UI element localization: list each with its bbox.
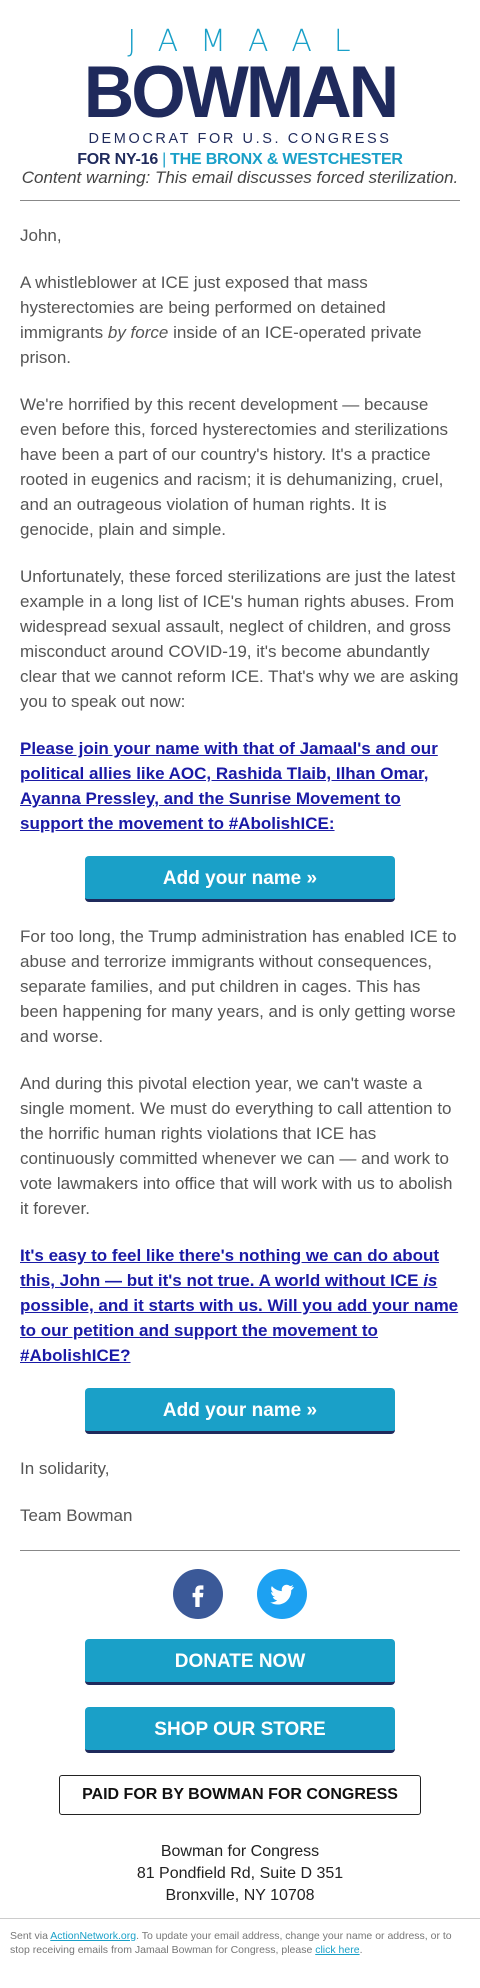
footer-end: . xyxy=(359,1944,363,1956)
actionnetwork-link[interactable]: ActionNetwork.org xyxy=(50,1930,137,1942)
signature: Team Bowman xyxy=(20,1506,133,1525)
content-warning: Content warning: This email discusses forced sterilization. xyxy=(20,164,460,201)
logo-district xyxy=(20,150,460,170)
paragraph-1-end: inside of an ICE-operated private prison. xyxy=(20,323,422,367)
campaign-logo xyxy=(20,0,460,168)
logo-first-name: JAMAAL xyxy=(127,24,373,59)
footer-sent-via: Sent via xyxy=(10,1930,51,1942)
address-line-3: Bronxville, NY 10708 xyxy=(165,1887,315,1904)
paragraph-5: And during this pivotal election year, we can't waste a single moment. We must do everything to call attention to the horrific human rights violations that ICE has continuously committed whenever we can — and work to vote lawmakers into office that will work with us to abolish it forever. xyxy=(20,1074,453,1218)
paragraph-1 xyxy=(20,270,460,370)
mailing-address xyxy=(20,1841,460,1907)
divider xyxy=(20,1550,460,1551)
greeting: John, xyxy=(20,226,62,245)
footer-text: . To update your email address, change your name or address, or to stop receiving emails from Jamaal Bowman for Congress, please xyxy=(10,1930,452,1956)
add-your-name-button-1[interactable]: Add your name » xyxy=(85,856,395,902)
logo-subtitle: DEMOCRAT FOR U.S. CONGRESS xyxy=(88,131,392,147)
petition-link-2[interactable] xyxy=(20,1243,460,1368)
logo-area: THE BRONX & WESTCHESTER xyxy=(170,151,403,168)
twitter-icon[interactable] xyxy=(257,1569,307,1619)
facebook-icon[interactable] xyxy=(173,1569,223,1619)
add-your-name-button-2[interactable]: Add your name » xyxy=(85,1388,395,1434)
donate-now-button[interactable]: DONATE NOW xyxy=(85,1639,395,1685)
shop-store-button[interactable]: SHOP OUR STORE xyxy=(85,1707,395,1753)
paragraph-3: Unfortunately, these forced sterilizations are just the latest example in a long list of ICE's human rights abuses. From widespread sexual assault, neglect of children, and gross misconduct around COVID-19, it's become abundantly clear that we cannot reform ICE. That's why we are asking you to speak out now: xyxy=(20,567,459,711)
paragraph-1-start: A whistleblower at ICE just exposed that mass hysterectomies are being performed on detained immigrants xyxy=(20,273,386,342)
unsubscribe-link[interactable]: click here xyxy=(315,1944,360,1956)
logo-separator: | xyxy=(162,151,167,168)
petition-link-2-end: possible, and it starts with us. Will you add your name to our petition and support the movement to #AbolishICE? xyxy=(20,1296,459,1365)
logo-last-name: BOWMAN xyxy=(83,51,397,133)
email-footer xyxy=(0,1918,480,1957)
petition-link-2-start: It's easy to feel like there's nothing we can do about this, John — but it's not true. A world without ICE xyxy=(20,1246,440,1290)
petition-link-2-emphasis: is xyxy=(423,1271,438,1290)
address-line-2: 81 Pondfield Rd, Suite D 351 xyxy=(136,1865,344,1882)
paragraph-2: We're horrified by this recent development — because even before this, forced hysterectomies and sterilizations have been a part of our country's history. It's a practice rooted in eugenics and racism; it is dehumanizing, cruel, and an outrageous violation of human rights. It is genocide, plain and simple. xyxy=(20,395,449,539)
paragraph-4: For too long, the Trump administration has enabled ICE to abuse and terrorize immigrants without consequences, separate families, and put children in cages. This has been happening for many years, and is only getting worse and worse. xyxy=(20,927,457,1046)
social-links xyxy=(20,1569,460,1619)
logo-district-label: FOR NY-16 xyxy=(77,151,159,168)
email-body xyxy=(20,0,460,1907)
paragraph-1-emphasis: by force xyxy=(107,323,169,342)
petition-link-1[interactable]: Please join your name with that of Jamaal's and our political allies like AOC, Rashida Tlaib, Ilhan Omar, Ayanna Pressley, and the Sunrise Movement to support the movement to #AbolishICE: xyxy=(20,739,438,833)
address-line-1: Bowman for Congress xyxy=(160,1843,320,1860)
paid-for-notice: PAID FOR BY BOWMAN FOR CONGRESS xyxy=(59,1775,421,1815)
closing: In solidarity, xyxy=(20,1459,110,1478)
